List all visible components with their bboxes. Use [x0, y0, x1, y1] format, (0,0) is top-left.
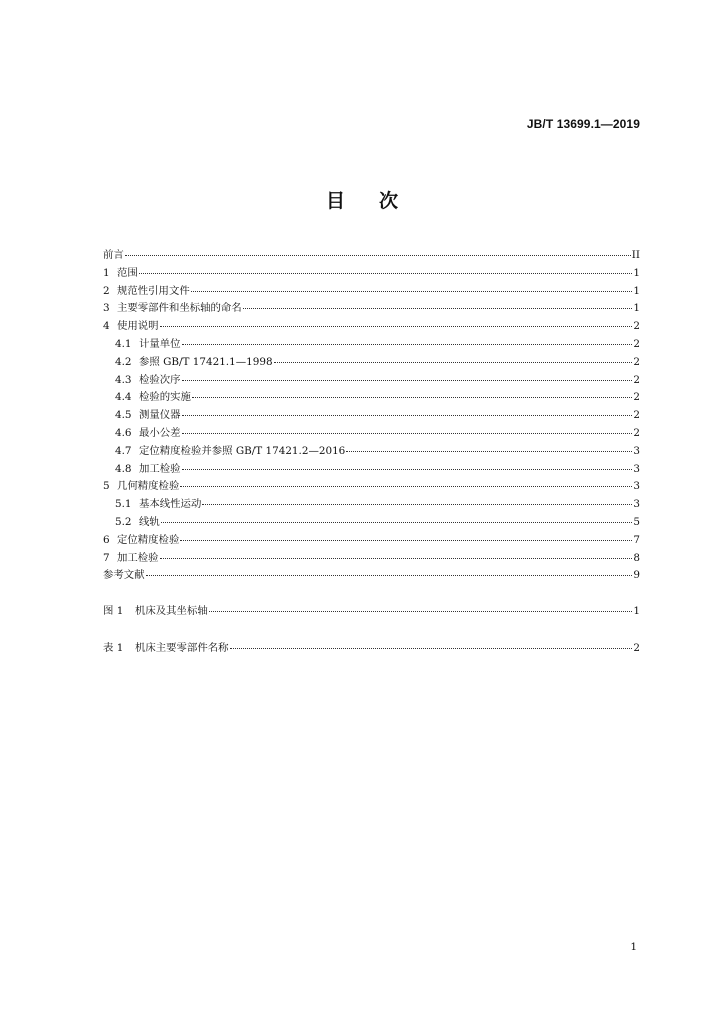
- title-char-2: 次: [379, 190, 399, 212]
- toc-entry[interactable]: [103, 373, 640, 391]
- dot-leader: [346, 451, 632, 452]
- toc-entry-label: 前言: [103, 249, 124, 261]
- toc-entry-page: 1: [633, 284, 640, 297]
- toc-entry-number: 5.2: [115, 515, 132, 528]
- toc-entry[interactable]: [103, 337, 640, 355]
- toc-entry-label: 最小公差: [139, 426, 181, 439]
- dot-leader: [202, 504, 632, 505]
- dot-leader: [182, 415, 633, 416]
- toc-entry-page: 8: [633, 551, 640, 564]
- dot-leader: [192, 397, 632, 398]
- dot-leader: [160, 558, 633, 559]
- toc-entry-label: 基本线性运动: [139, 498, 202, 511]
- toc-entry-number: 4.4: [115, 391, 132, 404]
- toc-entry[interactable]: [103, 284, 640, 302]
- toc-entry-page: 2: [633, 426, 640, 439]
- toc-entry[interactable]: [103, 641, 640, 659]
- toc-entry-number: 4.8: [115, 462, 132, 475]
- toc-entry[interactable]: [103, 533, 640, 551]
- toc-entry-page: 3: [633, 480, 640, 493]
- toc-entry-label: 计量单位: [139, 337, 181, 350]
- dot-leader: [180, 540, 632, 541]
- toc-entry-page: 3: [633, 462, 640, 475]
- toc-entry-page: 5: [633, 515, 640, 528]
- toc-entry-number: 4.6: [115, 426, 132, 439]
- toc-entry[interactable]: [103, 604, 640, 622]
- toc-entry-label: 定位精度检验: [117, 533, 180, 546]
- dot-leader: [209, 611, 633, 612]
- dot-leader: [243, 308, 633, 309]
- toc-entry-label: 加工检验: [139, 462, 181, 475]
- toc-entry-label: 范围: [117, 266, 138, 279]
- dot-leader: [139, 273, 633, 274]
- toc-entry[interactable]: [103, 462, 640, 480]
- dot-leader: [182, 433, 633, 434]
- toc-entry[interactable]: [103, 426, 640, 444]
- toc-entry-number: 1: [103, 266, 110, 279]
- toc-entry-label: 参照 GB/T 17421.1—1998: [139, 355, 273, 368]
- dot-leader: [146, 575, 633, 576]
- toc-entry-number: 2: [103, 284, 110, 297]
- toc-entry[interactable]: [103, 408, 640, 426]
- toc-list: [103, 248, 640, 586]
- toc-entry-label: 使用说明: [117, 320, 159, 333]
- dot-leader: [182, 344, 633, 345]
- toc-entry[interactable]: [103, 248, 640, 266]
- toc-entry-page: 2: [633, 642, 640, 654]
- toc-entry-page: 7: [633, 533, 640, 546]
- toc-entry-number: 4: [103, 320, 110, 333]
- toc-entry-label: 参考文献: [103, 569, 145, 582]
- toc-entry[interactable]: [103, 551, 640, 569]
- toc-entry-number: 5: [103, 480, 110, 493]
- toc-entry-page: 3: [633, 498, 640, 511]
- toc-entry[interactable]: [103, 266, 640, 284]
- toc-entry-page: 2: [633, 355, 640, 368]
- toc-entry-number: 图 1: [103, 605, 124, 617]
- title-char-1: 目: [325, 190, 345, 212]
- toc-entry-page: II: [631, 249, 640, 261]
- figure-list: [103, 604, 640, 622]
- toc-entry-number: 4.3: [115, 373, 132, 386]
- toc-entry-number: 表 1: [103, 642, 124, 654]
- toc-entry-label: 检验次序: [139, 373, 181, 386]
- toc-entry-page: 2: [633, 337, 640, 350]
- toc-entry-page: 9: [633, 569, 640, 582]
- toc-entry-number: 6: [103, 533, 110, 546]
- toc-entry[interactable]: [103, 390, 640, 408]
- toc-entry-number: 4.2: [115, 355, 132, 368]
- toc-entry-label: 加工检验: [117, 551, 159, 564]
- toc-entry-number: 7: [103, 551, 110, 564]
- dot-leader: [274, 362, 633, 363]
- dot-leader: [180, 486, 632, 487]
- toc-entry-label: 测量仪器: [139, 409, 181, 422]
- dot-leader: [182, 469, 633, 470]
- toc-entry[interactable]: [103, 479, 640, 497]
- toc-entry[interactable]: [103, 355, 640, 373]
- toc-entry-number: 4.5: [115, 409, 132, 422]
- toc-entry-page: 3: [633, 444, 640, 457]
- toc-entry-page: 2: [633, 373, 640, 386]
- dot-leader: [125, 255, 631, 256]
- dot-leader: [230, 648, 633, 649]
- toc-entry-label: 规范性引用文件: [117, 284, 190, 297]
- toc-entry[interactable]: [103, 515, 640, 533]
- toc-entry-number: 3: [103, 302, 110, 315]
- toc-entry-label: 主要零部件和坐标轴的命名: [117, 302, 242, 315]
- dot-leader: [191, 291, 633, 292]
- toc-entry-page: 2: [633, 409, 640, 422]
- dot-leader: [161, 522, 633, 523]
- toc-entry-page: 1: [633, 266, 640, 279]
- table-list: [103, 641, 640, 659]
- page-number: 1: [630, 941, 637, 953]
- toc-entry-page: 1: [633, 302, 640, 315]
- toc-entry-label: 检验的实施: [139, 391, 191, 404]
- toc-entry-page: 1: [633, 605, 640, 617]
- dot-leader: [182, 380, 633, 381]
- toc-entry[interactable]: [103, 497, 640, 515]
- toc-entry-page: 2: [633, 320, 640, 333]
- standard-code: JB/T 13699.1—2019: [526, 117, 640, 131]
- toc-entry[interactable]: [103, 568, 640, 586]
- page-title: [0, 186, 724, 213]
- toc-entry-number: 4.1: [115, 337, 132, 350]
- toc-entry-label: 定位精度检验并参照 GB/T 17421.2—2016: [139, 444, 346, 457]
- toc-entry-number: 4.7: [115, 444, 132, 457]
- dot-leader: [160, 326, 633, 327]
- toc-entry[interactable]: [103, 301, 640, 319]
- toc-entry-number: 5.1: [115, 498, 132, 511]
- toc-entry-label: 机床主要零部件名称: [135, 642, 229, 654]
- toc-entry-page: 2: [633, 391, 640, 404]
- toc-entry-label: 机床及其坐标轴: [135, 605, 208, 617]
- toc-entry[interactable]: [103, 444, 640, 462]
- toc-entry-label: 几何精度检验: [117, 480, 180, 493]
- toc-entry-label: 线轨: [139, 515, 160, 528]
- toc-entry[interactable]: [103, 319, 640, 337]
